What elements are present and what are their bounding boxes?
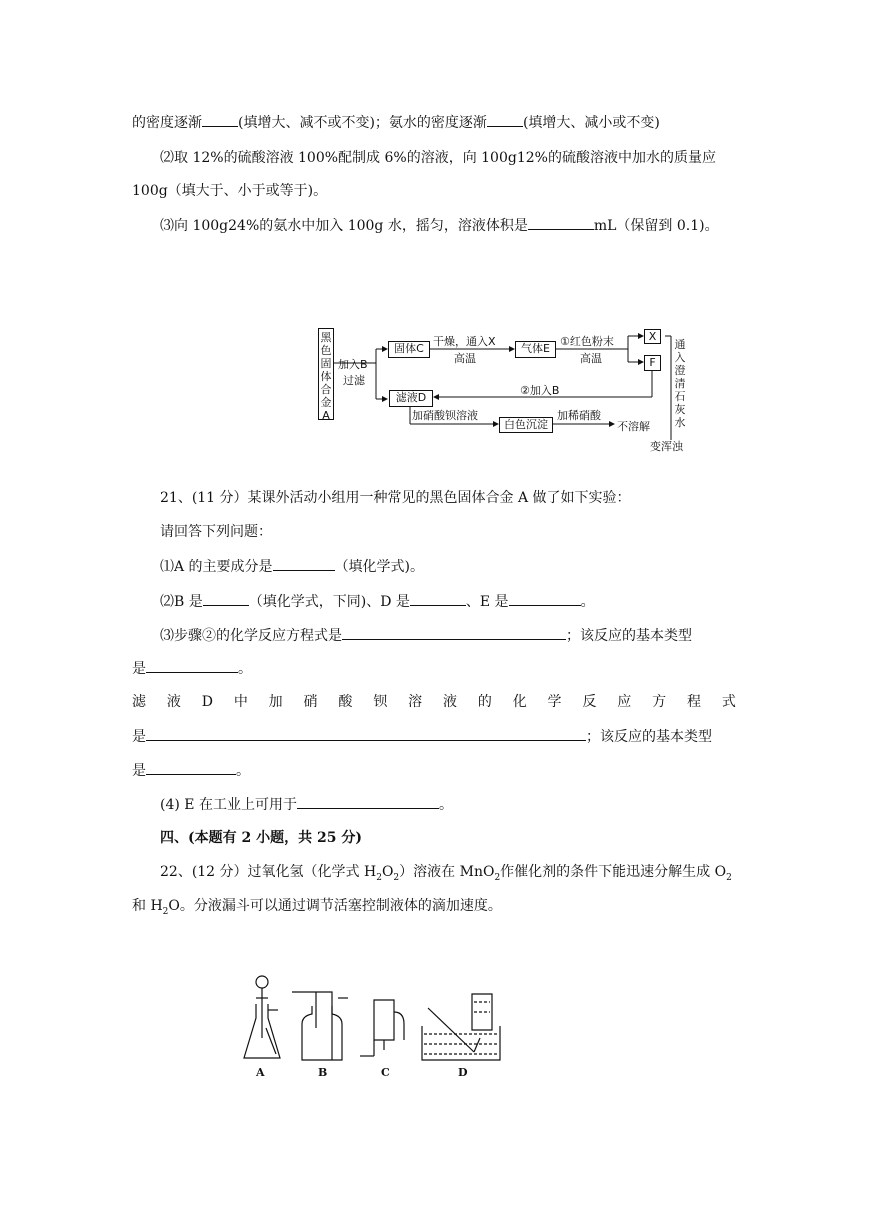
bottle-b-icon <box>292 992 348 1060</box>
q20-line1: 的密度逐渐 (填增大、减不或不变)；氨水的密度逐渐 (填增大、减小或不变) <box>132 112 660 133</box>
start-box-a: 黑色固体合金A <box>318 328 334 420</box>
answer-blank[interactable] <box>487 112 523 127</box>
turbid-label: 变浑浊 <box>650 440 683 453</box>
white-precipitate-box: 白色沉淀 <box>499 417 553 433</box>
barium-nitrate-label: 加硝酸钡溶液 <box>412 409 478 422</box>
lime-water-label: 通入澄清石灰水 <box>674 338 686 429</box>
red-powder-label: ①红色粉末 <box>560 335 614 348</box>
answer-blank[interactable] <box>509 591 581 606</box>
q21-title: 21、(11 分）某课外活动小组用一种常见的黑色固体合金 A 做了如下实验： <box>160 490 631 506</box>
apparatus-label-d: D <box>458 1066 468 1079</box>
trough-d-icon <box>422 994 500 1060</box>
add-b-step2-label: ②加入B <box>520 384 560 397</box>
answer-blank[interactable] <box>202 112 238 127</box>
q20-part3: ⑶向 100g24%的氨水中加入 100g 水，摇匀，溶液体积是 mL（保留到 0.1)。 <box>160 215 719 236</box>
q21-part3f: 是 。 <box>132 760 250 781</box>
dry-label: 干燥，通入X <box>433 335 496 348</box>
apparatus-label-c: C <box>381 1066 390 1079</box>
q21-part1: ⑴A 的主要成分是 （填化学式)。 <box>160 556 424 577</box>
section-4-heading: 四、(本题有 2 小题，共 25 分) <box>160 830 362 846</box>
apparatus-label-a: A <box>256 1066 265 1079</box>
bottle-c-icon <box>360 1000 404 1056</box>
filtrate-d-box: 滤液D <box>389 390 433 407</box>
x-box: X <box>644 329 661 344</box>
apparatus-label-b: B <box>318 1066 328 1079</box>
q20-part2-cont: 100g（填大于、小于或等于)。 <box>132 183 328 199</box>
high-temp-label: 高温 <box>454 352 476 365</box>
q20-part2: ⑵取 12%的硫酸溶液 100%配制成 6%的溶液，向 100g12%的硫酸溶液中加水的质量应 <box>160 150 716 166</box>
answer-blank[interactable] <box>528 215 594 230</box>
q22-line2: 和 $H_2O$。分液漏斗可以通过调节活塞控制液体的滴加速度。 <box>132 898 502 917</box>
q21-prompt: 请回答下列问题： <box>160 524 272 540</box>
answer-blank[interactable] <box>203 591 249 606</box>
q21-part3e: 是 ；该反应的基本类型 <box>132 726 712 747</box>
apparatus-drawing <box>236 968 516 1080</box>
answer-blank[interactable] <box>146 726 586 741</box>
high-temp-label-2: 高温 <box>580 352 602 365</box>
q21-part2: ⑵B 是 （填化学式，下同)、D 是 、E 是 。 <box>160 591 595 612</box>
answer-blank[interactable] <box>342 625 566 640</box>
step-filter-label: 过滤 <box>343 374 365 387</box>
step-add-b-label: 加入B <box>338 358 368 371</box>
answer-blank[interactable] <box>146 658 238 673</box>
flask-a-icon <box>244 976 280 1058</box>
q21-part3-cont: 是 。 <box>132 658 252 679</box>
gas-e-box: 气体E <box>515 341 556 358</box>
q21-part3: ⑶步骤②的化学反应方程式是 ；该反应的基本类型 <box>160 625 692 646</box>
answer-blank[interactable] <box>410 591 466 606</box>
q21-part4: (4) E 在工业上可用于 。 <box>160 794 453 815</box>
dilute-nitric-label: 加稀硝酸 <box>557 409 601 422</box>
answer-blank[interactable] <box>273 556 335 571</box>
f-box: F <box>644 355 661 371</box>
answer-blank[interactable] <box>297 794 439 809</box>
apparatus-figure <box>236 968 516 1080</box>
answer-blank[interactable] <box>146 760 236 775</box>
solid-c-box: 固体C <box>388 341 430 358</box>
q21-spread-line: 滤 液 D 中 加 硝 酸 钡 溶 液 的 化 学 反 应 方 程 式 <box>132 694 736 710</box>
insoluble-label: 不溶解 <box>617 420 650 433</box>
q22-line1: 22、(12 分）过氧化氢（化学式 $H_2O_2$）溶液在 MnO$_2$作催化剂的条件下能迅速分解生成 $O_2$ <box>160 864 732 883</box>
